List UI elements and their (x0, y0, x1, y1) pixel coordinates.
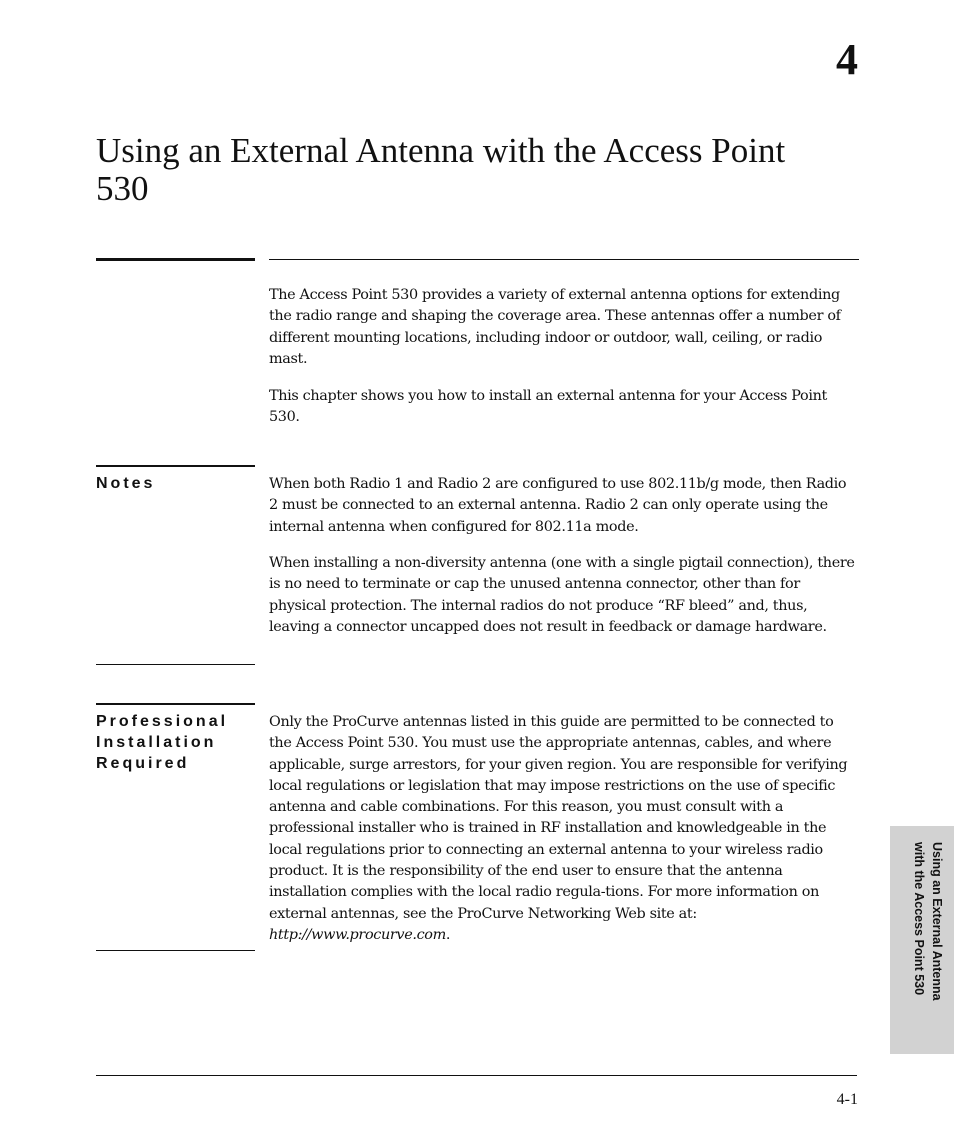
notes-label-text: Notes (96, 475, 156, 492)
professional-text-end: . (445, 926, 451, 943)
section-rule-left (96, 258, 255, 261)
intro-paragraph: The Access Point 530 provides a variety of external antenna options for extending the radio range and shaping the coverage area. These antennas offer a number of different mounting locations, including indoor or outdoor, wall, ceiling, or radio mast. (269, 287, 841, 367)
professional-label-line: Required (96, 755, 190, 772)
notes-label (96, 473, 256, 494)
notes-rule-bottom (96, 664, 255, 665)
chapter-side-tab-line: Using an External Antenna (930, 842, 944, 1001)
professional-label-line: Installation (96, 734, 217, 751)
notes-rule-top (96, 465, 255, 467)
professional-rule-top (96, 703, 255, 705)
chapter-number: 4 (836, 35, 858, 84)
notes-paragraph: When both Radio 1 and Radio 2 are configured to use 802.11b/g mode, then Radio 2 must be connected to an external antenna. Radio 2 can only operate using the internal antenna when configured for 802.11a mode. (269, 476, 847, 535)
professional-text: Only the ProCurve antennas listed in this guide are permitted to be connected to the Access Point 530. You must use the appropriate antennas, cables, and where applicable, surge arrestors, for your given region. You are responsible for verifying local regulations or legislation that may impose restrictions on the use of specific antenna and cable combinations. For this reason, you must consult with a professional installer who is trained in RF installation and knowledgeable in the local regulations prior to connecting an external antenna to your wireless radio product. It is the responsibility of the end user to ensure that the antenna installation complies with the local radio regula-tions. For more information on external antennas, see the ProCurve Networking Web site at: (269, 714, 848, 922)
intro-paragraph: This chapter shows you how to install an external antenna for your Access Point 530. (269, 388, 827, 426)
procurve-url[interactable]: http://www.procurve.com (269, 926, 446, 943)
professional-paragraph (269, 712, 859, 946)
notes-paragraph: When installing a non-diversity antenna (one with a single pigtail connection), there is no need to terminate or cap the unused antenna connector, other than for physical protection. The internal radios do not produce “RF bleed” and, thus, leaving a connector uncapped does not result in feedback or damage hardware. (269, 555, 855, 635)
section-rule-right (269, 259, 859, 260)
footer-rule (96, 1075, 857, 1076)
chapter-side-tab-text (910, 842, 946, 1042)
chapter-side-tab-line: with the Access Point 530 (912, 842, 926, 996)
page-number: 4-1 (836, 1091, 858, 1108)
professional-rule-bottom (96, 950, 255, 951)
professional-label (96, 711, 256, 774)
page-title: Using an External Antenna with the Access Point 530 (96, 131, 786, 208)
chapter-side-tab (890, 826, 954, 1054)
professional-label-line: Professional (96, 713, 229, 730)
